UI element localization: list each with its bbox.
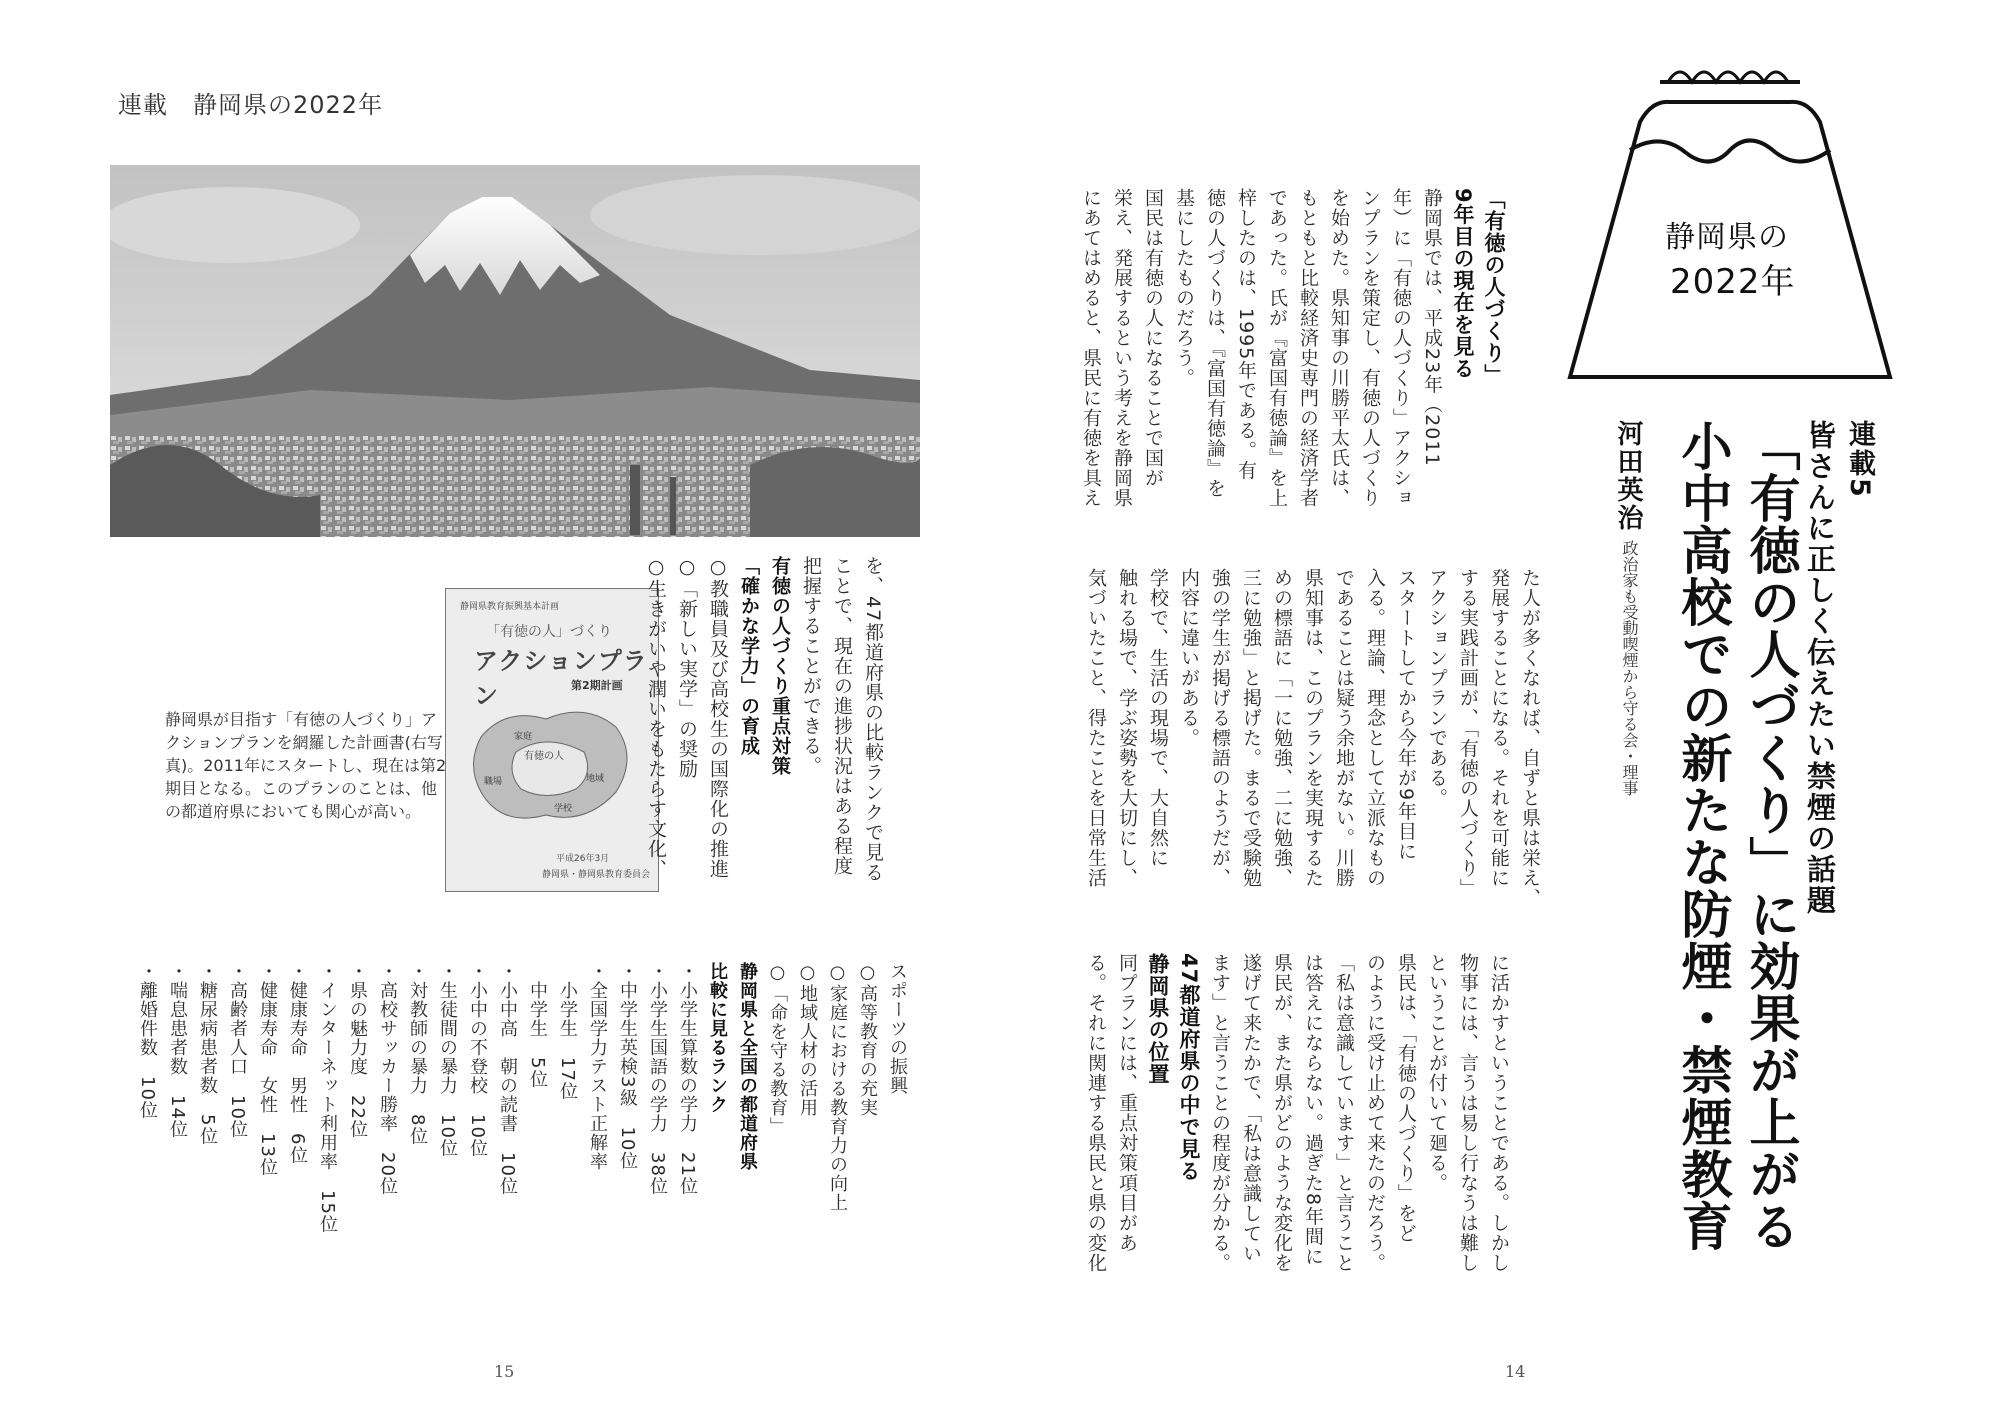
text-column: 入る。理論、理念として立派なもの (1364, 568, 1386, 888)
focus-item: スポーツの振興 (887, 962, 908, 1095)
right-lower-text-block (1080, 953, 1514, 1298)
text-column: る。それに関連する県民と県の変化 (1085, 953, 1107, 1273)
booklet-header: 静岡県教育振興基本計画 (460, 602, 560, 612)
rank-item: ・糖尿病患者数 5位 (197, 962, 218, 1146)
rank-heading: 静岡県と全国の都道府県 (737, 962, 758, 1171)
text-column: 県民が、また県がどのような変化を (1271, 953, 1293, 1273)
text-column: た人が多くなれば、自ずと県は栄え、 (1519, 568, 1541, 908)
text-column: 内容に違いがある。 (1178, 568, 1200, 748)
text-column: 気づいたこと、得たことを日常生活 (1085, 568, 1107, 888)
right-middle-text-block (1080, 568, 1545, 913)
booklet-date: 平成26年3月 (556, 854, 610, 864)
text-column: を、47都道府県の比較ランクで見る (862, 556, 884, 883)
text-column: 三に勉強」と掲げた。まるで受験勉 (1240, 568, 1262, 888)
mount-fuji-photo (110, 165, 920, 537)
rank-item: ・インターネット利用率 15位 (317, 962, 338, 1234)
mountain-logo-icon (1560, 22, 1900, 387)
text-column: であることは疑う余地がない。川勝 (1333, 568, 1355, 888)
text-column: アクションプランである。 (1426, 568, 1448, 808)
text-column: 基にしたものだろう。 (1173, 188, 1195, 388)
text-column: 県民は、「有徳の人づくり」をど (1395, 953, 1417, 1244)
rank-item: 小学生 17位 (557, 962, 578, 1101)
text-column: 発展することになる。それを可能に (1488, 568, 1510, 888)
text-column: 栄え、発展するという考えを静岡県 (1111, 188, 1133, 508)
rank-item: 中学生 5位 (527, 962, 548, 1089)
rank-item: ・中学生英検3級 10位 (617, 962, 638, 1171)
rank-item: ・小学生国語の学力 38位 (647, 962, 668, 1196)
rank-item: ・高校サッカー勝率 20位 (377, 962, 398, 1196)
text-column: ンプランを策定し、有徳の人づくり (1359, 188, 1381, 508)
left-upper-text-block (640, 556, 888, 901)
focus-item: ○「新しい実学」の奨励 (676, 556, 698, 779)
rank-item: ・喘息患者数 14位 (167, 962, 188, 1139)
rank-item: ・高齢者人口 10位 (227, 962, 248, 1139)
focus-item: ○「命を守る教育」 (767, 962, 788, 1136)
booklet-title-main: アクションプラン (474, 647, 648, 710)
running-header: 連載 静岡県の2022年 (118, 91, 384, 119)
rank-item: ・小中高 朝の読書 10位 (497, 962, 518, 1196)
puzzle-center-label: 有徳の人 (524, 751, 564, 762)
rank-item: ・健康寿命 男性 6位 (287, 962, 308, 1165)
rank-item: ・離婚件数 10位 (137, 962, 158, 1120)
photo-caption: 静岡県が目指す「有徳の人づくり」アクションプランを網羅した計画書(右写真)。2011年にスタートし、現在は第2期目となる。このプランのことは、他の都道府県においても関心が高い。 (165, 710, 447, 821)
text-column: ことで、現在の進捗状況はある程度 (831, 556, 853, 876)
rank-item: ・小学生算数の学力 21位 (677, 962, 698, 1196)
booklet-phase: 第2期計画 (571, 679, 623, 692)
text-column: 物事には、言うは易し行なうは難し (1457, 953, 1479, 1273)
text-column: 「私は意識しています」と言うこと (1333, 953, 1355, 1273)
author-name: 河田英治 (1613, 420, 1643, 532)
rank-item: ・生徒間の暴力 10位 (437, 962, 458, 1158)
focus-heading: 有徳の人づくり重点対策 (769, 556, 791, 776)
rank-item: ・対教師の暴力 8位 (407, 962, 428, 1146)
focus-item: ○生きがいや潤いをもたらす文化、 (645, 556, 667, 879)
text-column: 学校で、生活の現場で、大自然に (1147, 568, 1169, 868)
logo-line1: 静岡県の (1665, 220, 1789, 255)
focus-item: ○家庭における教育力の向上 (827, 962, 848, 1212)
left-lower-text-block (132, 962, 912, 1332)
puzzle-label-community: 地域 (586, 774, 605, 784)
rank-heading: 比較に見るランク (707, 962, 728, 1114)
text-column: のように受け止めて来たのだろう。 (1364, 953, 1386, 1273)
text-column: にあてはめると、県民に有徳を具え (1080, 188, 1102, 508)
rank-item: ・小中の不登校 10位 (467, 962, 488, 1158)
focus-item: ○教職員及び高校生の国際化の推進 (707, 556, 729, 879)
text-column: に活かすということである。しかし (1488, 953, 1510, 1273)
text-column: であった。氏が『富国有徳論』を上 (1266, 188, 1288, 508)
section-heading: 47都道府県の中で見る (1177, 953, 1201, 1183)
text-column: 国民は有徳の人になることで国が (1142, 188, 1164, 488)
text-column: めの標語に「一に勉強、二に勉強、 (1271, 568, 1293, 888)
text-column: 県知事は、このプランを実現するた (1302, 568, 1324, 888)
text-column: ということが付いて廻る。 (1426, 953, 1448, 1193)
series-logo (1560, 22, 1900, 387)
text-column: 把握することができる。 (800, 556, 822, 776)
puzzle-label-family: 家庭 (514, 732, 533, 742)
text-column: ます」と言うことの程度が分かる。 (1209, 953, 1231, 1273)
text-column: 梓したのは、1995年である。有 (1235, 188, 1257, 481)
action-plan-booklet-image (445, 588, 659, 892)
text-column: 遂げて来たかで、「私は意識してい (1240, 953, 1262, 1264)
puzzle-label-school: 学校 (554, 804, 573, 814)
text-column: 静岡県では、平成23年（2011 (1421, 188, 1443, 467)
text-column: 強の学生が掲げる標語のようだが、 (1209, 568, 1231, 888)
focus-item: ○高等教育の充実 (857, 962, 878, 1117)
text-column: 徳の人づくりは、『富国有徳論』を (1204, 188, 1226, 499)
section-heading: 9年目の現在を見る (1451, 188, 1475, 380)
article-title-line2: 小中高校での新たな防煙・禁煙教育 (1672, 420, 1732, 1252)
article-title-line1: 「有徳の人づくり」に効果が上がる (1740, 420, 1800, 1252)
section-heading: 「有徳の人づくり」 (1482, 188, 1506, 386)
author-affiliation: 政治家も受動喫煙から守る会・理事 (1620, 540, 1639, 796)
rank-item: ・全国学力テスト正解率 (587, 962, 608, 1171)
series-label: 連載5 (1844, 420, 1875, 499)
logo-line2: 2022年 (1670, 262, 1796, 302)
page-number-right: 14 (1505, 1362, 1526, 1381)
right-upper-text-block (1075, 188, 1509, 550)
focus-subheading: 「確かな学力」の育成 (738, 556, 760, 756)
text-column: もともと比較経済史専門の経済学者 (1297, 188, 1319, 508)
booklet-issuer: 静岡県・静岡県教育委員会 (542, 870, 651, 880)
text-column: を始めた。県知事の川勝平太氏は、 (1328, 188, 1350, 508)
page-number-left: 15 (494, 1362, 515, 1381)
text-column: 同プランには、重点対策項目があ (1116, 953, 1138, 1253)
rank-item: ・県の魅力度 22位 (347, 962, 368, 1139)
focus-item: ○地域人材の活用 (797, 962, 818, 1117)
rank-item: ・健康寿命 女性 13位 (257, 962, 278, 1177)
article-subtitle: 皆さんに正しく伝えたい禁煙の話題 (1803, 420, 1837, 916)
text-column: は答えにならない。過ぎた8年間に (1302, 953, 1324, 1267)
text-column: する実践計画が、「有徳の人づくり」 (1457, 568, 1479, 899)
text-column: 触れる場で、学ぶ姿勢を大切にし、 (1116, 568, 1138, 888)
section-heading: 静岡県の位置 (1146, 953, 1170, 1085)
puzzle-label-workplace: 職場 (484, 777, 503, 787)
text-column: 年）に「有徳の人づくり」アクショ (1390, 188, 1412, 508)
text-column: スタートしてから今年が9年目に (1395, 568, 1417, 862)
booklet-title-top: 「有徳の人」づくり (486, 624, 612, 640)
